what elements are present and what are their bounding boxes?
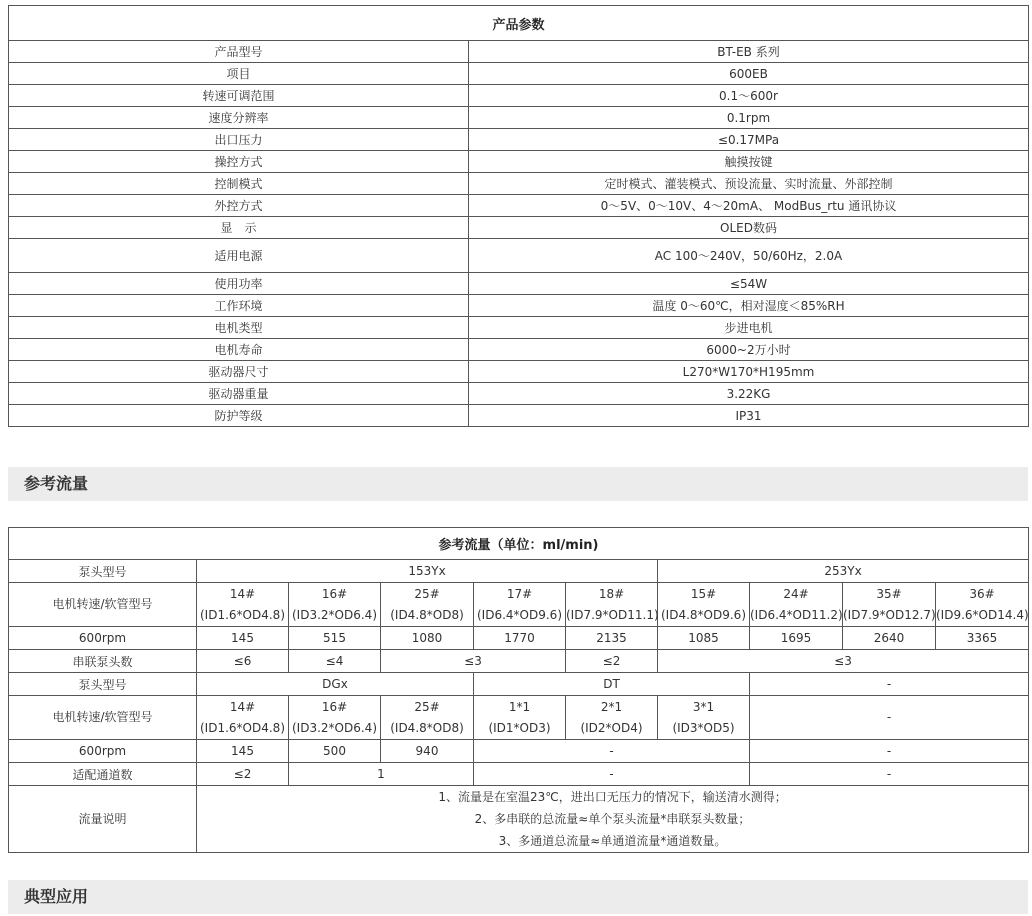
param-label: 外控方式 — [9, 195, 469, 217]
series-value: ≤2 — [566, 650, 658, 673]
param-value: 温度 0～60℃，相对湿度＜85%RH — [469, 295, 1029, 317]
reference-flow-table — [8, 527, 1029, 853]
param-label: 防护等级 — [9, 405, 469, 427]
tube-no: 15# — [690, 586, 717, 601]
tube-no: 25# — [414, 699, 440, 714]
param-value: 3.22KG — [469, 383, 1029, 405]
tube-size: (ID1.6*OD4.8) — [200, 607, 285, 622]
param-row — [9, 295, 1029, 317]
param-label: 适用电源 — [9, 239, 469, 273]
param-label: 产品型号 — [9, 41, 469, 63]
param-value: 定时模式、灌装模式、预设流量、实时流量、外部控制 — [469, 173, 1029, 195]
motor-tube-label: 电机转速/软管型号 — [9, 696, 197, 740]
pump-head-label: 泵头型号 — [9, 560, 197, 583]
tube-no: 16# — [321, 586, 348, 601]
product-params-table — [8, 5, 1029, 427]
section-heading-reference-flow: 参考流量 — [8, 467, 1028, 501]
param-row — [9, 151, 1029, 173]
param-label: 控制模式 — [9, 173, 469, 195]
tube-cell — [474, 583, 566, 627]
tube-size: (ID1.6*OD4.8) — [200, 720, 285, 735]
param-row — [9, 405, 1029, 427]
param-value: BT-EB 系列 — [469, 41, 1029, 63]
flow-table-title: 参考流量（单位：ml/min) — [9, 528, 1029, 560]
tube-no: 14# — [229, 586, 256, 601]
tube-size: (ID2*OD4) — [580, 720, 643, 735]
empty-dash: - — [750, 763, 1029, 786]
tube-cell — [843, 583, 936, 627]
param-value: 600EB — [469, 63, 1029, 85]
tube-size: (ID3.2*OD6.4) — [292, 720, 377, 735]
rpm-label: 600rpm — [9, 627, 197, 650]
tube-size: (ID7.9*OD11.1) — [566, 607, 659, 622]
pump-head-dgx: DGx — [197, 673, 474, 696]
flow-value: 3365 — [936, 627, 1029, 650]
param-row — [9, 41, 1029, 63]
tube-cell — [197, 696, 289, 740]
param-row — [9, 361, 1029, 383]
series-value: ≤3 — [658, 650, 1029, 673]
flow-value: 145 — [197, 740, 289, 763]
series-value: ≤3 — [381, 650, 566, 673]
param-label: 驱动器重量 — [9, 383, 469, 405]
param-row — [9, 317, 1029, 339]
pump-head-dt: DT — [474, 673, 750, 696]
param-label: 出口压力 — [9, 129, 469, 151]
param-row — [9, 195, 1029, 217]
param-row — [9, 63, 1029, 85]
tube-cell — [474, 696, 566, 740]
tube-size: (ID7.9*OD12.7) — [843, 607, 936, 622]
flow-value: 1085 — [658, 627, 750, 650]
tube-size: (ID4.8*OD9.6) — [661, 607, 746, 622]
param-value: ≤54W — [469, 273, 1029, 295]
flow-value: 2135 — [566, 627, 658, 650]
param-row — [9, 85, 1029, 107]
tube-no: 17# — [506, 586, 533, 601]
tube-cell — [381, 583, 474, 627]
tube-cell — [566, 583, 658, 627]
section-heading-typical-applications: 典型应用 — [8, 880, 1028, 914]
param-row — [9, 107, 1029, 129]
pump-head-253yx: 253Yx — [658, 560, 1029, 583]
flow-value: 515 — [289, 627, 381, 650]
tube-no: 18# — [598, 586, 625, 601]
param-label: 项目 — [9, 63, 469, 85]
tube-no: 16# — [321, 699, 348, 714]
param-label: 速度分辨率 — [9, 107, 469, 129]
tube-cell — [566, 696, 658, 740]
param-value: ≤0.17MPa — [469, 129, 1029, 151]
param-value: 0.1～600r — [469, 85, 1029, 107]
empty-dash: - — [474, 740, 750, 763]
param-value: 0.1rpm — [469, 107, 1029, 129]
empty-dash: - — [474, 763, 750, 786]
flow-value: 500 — [289, 740, 381, 763]
pump-head-label: 泵头型号 — [9, 673, 197, 696]
channel-value: ≤2 — [197, 763, 289, 786]
empty-dash: - — [750, 740, 1029, 763]
param-label: 显 示 — [9, 217, 469, 239]
param-row — [9, 129, 1029, 151]
tube-no: 3*1 — [692, 699, 715, 714]
series-value: ≤4 — [289, 650, 381, 673]
param-value: 步进电机 — [469, 317, 1029, 339]
tube-size: (ID1*OD3) — [488, 720, 551, 735]
notes-label: 流量说明 — [9, 786, 197, 853]
tube-cell — [197, 583, 289, 627]
param-label: 驱动器尺寸 — [9, 361, 469, 383]
empty-dash: - — [750, 696, 1029, 740]
flow-value: 940 — [381, 740, 474, 763]
param-value: IP31 — [469, 405, 1029, 427]
param-value: 6000~2万小时 — [469, 339, 1029, 361]
tube-size: (ID3*OD5) — [672, 720, 735, 735]
flow-notes — [197, 786, 1029, 853]
param-label: 工作环境 — [9, 295, 469, 317]
param-label: 电机类型 — [9, 317, 469, 339]
tube-no: 25# — [414, 586, 440, 601]
tube-cell — [658, 583, 750, 627]
note-line: 1、流量是在室温23℃，进出口无压力的情况下，输送清水测得； — [438, 790, 787, 804]
rpm-label: 600rpm — [9, 740, 197, 763]
flow-value: 1080 — [381, 627, 474, 650]
tube-cell — [289, 583, 381, 627]
param-label: 操控方式 — [9, 151, 469, 173]
param-row — [9, 217, 1029, 239]
param-row — [9, 239, 1029, 273]
tube-no: 24# — [783, 586, 809, 601]
tube-size: (ID6.4*OD11.2) — [750, 607, 843, 622]
note-line: 2、多串联的总流量≈单个泵头流量*串联泵头数量； — [474, 812, 751, 826]
param-value: AC 100～240V，50/60Hz，2.0A — [469, 239, 1029, 273]
param-value: 触摸按键 — [469, 151, 1029, 173]
tube-size: (ID4.8*OD8) — [390, 607, 464, 622]
param-row — [9, 173, 1029, 195]
params-table-body — [9, 6, 1029, 427]
motor-tube-label: 电机转速/软管型号 — [9, 583, 197, 627]
tube-size: (ID9.6*OD14.4) — [936, 607, 1029, 622]
flow-value: 1770 — [474, 627, 566, 650]
empty-dash: - — [750, 673, 1029, 696]
param-label: 转速可调范围 — [9, 85, 469, 107]
param-label: 使用功率 — [9, 273, 469, 295]
tube-size: (ID6.4*OD9.6) — [477, 607, 562, 622]
flow-value: 2640 — [843, 627, 936, 650]
tube-cell — [289, 696, 381, 740]
tube-no: 36# — [969, 586, 995, 601]
channel-label: 适配通道数 — [9, 763, 197, 786]
series-label: 串联泵头数 — [9, 650, 197, 673]
flow-value: 1695 — [750, 627, 843, 650]
param-row — [9, 383, 1029, 405]
series-value: ≤6 — [197, 650, 289, 673]
param-value: OLED数码 — [469, 217, 1029, 239]
tube-cell — [936, 583, 1029, 627]
note-line: 3、多通道总流量≈单通道流量*通道数量。 — [498, 834, 727, 848]
tube-size: (ID3.2*OD6.4) — [292, 607, 377, 622]
flow-value: 145 — [197, 627, 289, 650]
tube-cell — [381, 696, 474, 740]
tube-no: 14# — [229, 699, 256, 714]
tube-size: (ID4.8*OD8) — [390, 720, 464, 735]
tube-cell — [658, 696, 750, 740]
tube-no: 2*1 — [600, 699, 623, 714]
pump-head-153yx: 153Yx — [197, 560, 658, 583]
param-row — [9, 273, 1029, 295]
param-value: L270*W170*H195mm — [469, 361, 1029, 383]
param-value: 0～5V、0～10V、4～20mA、 ModBus_rtu 通讯协议 — [469, 195, 1029, 217]
tube-no: 35# — [876, 586, 902, 601]
channel-value: 1 — [289, 763, 474, 786]
params-table-title: 产品参数 — [9, 6, 1029, 41]
tube-no: 1*1 — [508, 699, 531, 714]
param-label: 电机寿命 — [9, 339, 469, 361]
tube-cell — [750, 583, 843, 627]
param-row — [9, 339, 1029, 361]
